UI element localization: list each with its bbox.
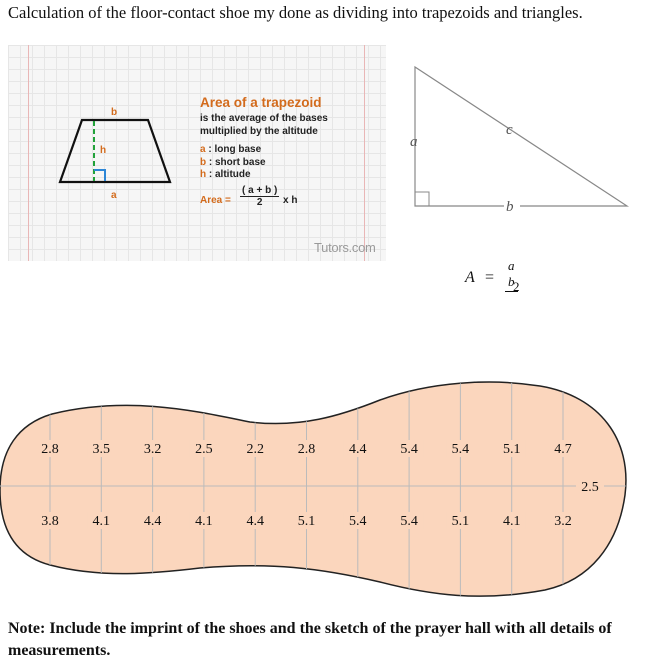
shoe-top-value: 2.5 bbox=[195, 442, 213, 457]
shoe-bottom-value: 5.4 bbox=[349, 514, 367, 529]
right-angle-marker bbox=[94, 170, 105, 181]
shoe-top-value: 2.2 bbox=[246, 442, 264, 457]
def-altitude: h : altitude bbox=[200, 169, 251, 180]
shoe-top-value: 4.4 bbox=[349, 442, 367, 457]
margin-line bbox=[28, 45, 29, 261]
shoe-top-value: 5.4 bbox=[451, 442, 470, 457]
margin-line bbox=[364, 45, 365, 261]
shoe-top-value: 3.5 bbox=[92, 442, 111, 457]
shoe-imprint-diagram bbox=[0, 370, 663, 610]
intro-text: Calculation of the floor-contact shoe my done as dividing into trapezoids and triangles. bbox=[8, 3, 583, 22]
shoe-bottom-value: 4.1 bbox=[92, 514, 111, 529]
trapezoid-card bbox=[8, 45, 386, 261]
def-short-base: b : short base bbox=[200, 156, 266, 168]
shoe-top-value: 4.7 bbox=[554, 442, 572, 457]
shoe-bottom-value: 4.4 bbox=[246, 514, 264, 529]
right-angle-marker bbox=[415, 192, 429, 206]
def-long-base: a : long base bbox=[200, 144, 262, 155]
shoe-bottom-value: 4.1 bbox=[195, 514, 213, 529]
trapezoid-formula bbox=[200, 185, 340, 215]
shoe-top-value: 5.1 bbox=[502, 442, 521, 457]
right-triangle-figure bbox=[400, 60, 640, 220]
triangle-label-b: b bbox=[506, 199, 514, 215]
tutors-watermark: Tutors.com bbox=[314, 240, 376, 255]
shoe-top-value: 3.2 bbox=[143, 442, 162, 457]
formula-equals: = bbox=[485, 269, 495, 286]
trap-label-a: a bbox=[111, 190, 117, 201]
formula-prefix: Area = bbox=[200, 195, 231, 206]
shoe-top-value: 2.8 bbox=[297, 442, 316, 457]
shoe-bottom-value: 3.8 bbox=[41, 514, 59, 529]
shoe-bottom-value: 5.4 bbox=[400, 514, 418, 529]
shoe-tip-value: 2.5 bbox=[581, 480, 599, 495]
shoe-top-value: 5.4 bbox=[400, 442, 418, 457]
formula-numerator: a b bbox=[505, 258, 518, 292]
formula-denominator: 2 bbox=[256, 197, 263, 208]
trap-label-b: b bbox=[111, 107, 118, 118]
triangle-label-a: a bbox=[410, 134, 418, 150]
trap-label-h: h bbox=[100, 145, 107, 156]
triangle-label-c: c bbox=[506, 122, 513, 138]
desc-line-2: multiplied by the altitude bbox=[200, 125, 318, 137]
trapezoid-title: Area of a trapezoid bbox=[200, 95, 322, 110]
formula-numerator: ( a + b ) bbox=[242, 185, 278, 196]
formula-suffix: x h bbox=[283, 195, 298, 206]
triangle-shape bbox=[415, 67, 627, 206]
shoe-bottom-value: 5.1 bbox=[451, 514, 470, 529]
shoe-outline bbox=[0, 382, 626, 596]
shoe-bottom-value: 3.2 bbox=[554, 514, 572, 529]
trapezoid-figure bbox=[48, 100, 198, 250]
shoe-bottom-value: 4.4 bbox=[143, 514, 162, 529]
desc-line-1: is the average of the bases bbox=[200, 113, 328, 124]
shoe-bottom-value: 5.1 bbox=[297, 514, 316, 529]
shoe-top-value: 2.8 bbox=[41, 442, 59, 457]
shoe-bottom-value: 4.1 bbox=[502, 514, 521, 529]
formula-A: A bbox=[465, 269, 475, 286]
note-text: Note: Include the imprint of the shoes and the sketch of the prayer hall with all details of measurements. bbox=[8, 620, 612, 659]
trapezoid-description bbox=[200, 95, 328, 182]
trapezoid-shape bbox=[60, 120, 170, 182]
formula-fraction bbox=[240, 185, 279, 208]
formula-denominator: 2 bbox=[513, 279, 520, 294]
